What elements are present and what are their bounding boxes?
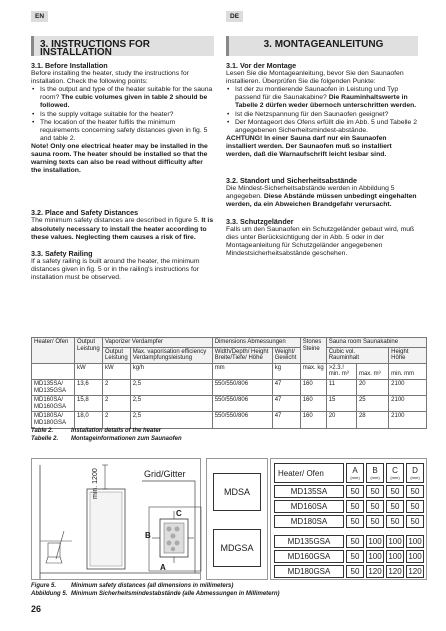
dist-model: MD180GSA xyxy=(274,565,344,578)
dist-val: 100 xyxy=(366,535,384,548)
label-b: B xyxy=(145,531,151,540)
table-row xyxy=(32,396,427,412)
dist-val: 50 xyxy=(386,485,404,498)
dist-val: 100 xyxy=(386,550,404,563)
cell-kgh: 2,5 xyxy=(130,396,212,412)
distances-text xyxy=(226,185,418,209)
dist-val: 120 xyxy=(366,565,384,578)
list-item: • The location of the heater fulfils the minimum requirements concerning safety distances given in fig. 5 and table 2. xyxy=(31,119,214,143)
caption-line xyxy=(31,436,182,444)
unit-min: min. m³ xyxy=(328,371,349,378)
unit-blank xyxy=(32,363,75,379)
dist-val: 100 xyxy=(406,550,424,563)
note-bold: Note! Only one electrical heater may be installed in the sauna room. The heater should be installed so that the warning texts can also be read without difficulty after the installation. xyxy=(31,142,208,175)
cell-stones: 160 xyxy=(300,396,326,412)
cell-weight: 47 xyxy=(272,396,300,412)
cell-height: 2100 xyxy=(389,412,427,428)
unit-kw: kW xyxy=(103,363,131,379)
list-item-bold: Die Rauminhaltswerte in Tabelle 2 dürfen weder übernoch unterschritten werden. xyxy=(235,94,417,110)
cell-kgh: 2,5 xyxy=(130,412,212,428)
section-title: 3. INSTRUCTIONS FOR INSTALLATION xyxy=(31,36,214,56)
dist-model: MD160SA xyxy=(274,500,344,513)
heading-safety-railing: 3.3. Safety Railing xyxy=(31,248,93,258)
th-heater: Heater/ Ofen xyxy=(32,338,75,364)
unit-min-m3 xyxy=(326,363,356,379)
mdgsa-plate: MDGSA xyxy=(213,529,261,567)
distances-text-bold: It is absolutely necessary to install the heater according to these values. Neglecting them causes a risk of fire. xyxy=(31,217,214,241)
unit-kw: kW xyxy=(75,363,103,379)
checklist xyxy=(31,86,214,143)
dist-val: 50 xyxy=(346,565,364,578)
column-german xyxy=(226,36,418,258)
table-row xyxy=(32,379,427,395)
unit-max-m3: max. m³ xyxy=(356,363,388,379)
cell-dims: 550/550/806 xyxy=(212,396,272,412)
label-c: C xyxy=(176,509,182,518)
list-item-text: Is the output and type of the heater suitable for the sauna room? xyxy=(40,86,213,102)
cell-max: 20 xyxy=(356,379,388,395)
cell-kw: 15,8 xyxy=(75,396,103,412)
dist-val: 50 xyxy=(346,500,364,513)
figure-heater-drawing xyxy=(31,458,201,580)
cell-kw: 18,0 xyxy=(75,412,103,428)
heading-before-installation: 3.1. Before Installation xyxy=(31,61,108,70)
cell-max: 25 xyxy=(356,396,388,412)
dist-val: 50 xyxy=(406,485,424,498)
dist-col-label: D xyxy=(412,466,418,475)
dist-val: 100 xyxy=(406,535,424,548)
railing-text: If a safety railing is built around the heater, the minimum distances given in fig. 5 or in the railing's instructions for installation must be observed. xyxy=(31,257,200,281)
list-item: • Ist die Netzspannung für den Saunaofen geeignet? xyxy=(226,111,418,119)
dist-unit: (mm) xyxy=(370,475,380,480)
caption-line xyxy=(31,583,280,591)
dist-val: 50 xyxy=(366,500,384,513)
distance-table xyxy=(270,458,427,580)
list-item-text: Ist der zu montierende Saunaofen in Leistung und Typ passend für die Saunakabine? xyxy=(235,86,399,102)
list-item xyxy=(226,86,418,110)
dist-model: MD135SA xyxy=(274,485,344,498)
th-wdh: Width/Depth/ Height Breite/Tiefe/ Höhe xyxy=(212,347,272,363)
dist-col-label: A xyxy=(352,466,358,475)
th-sauna-room: Sauna room Saunakabine xyxy=(326,338,426,348)
dist-val: 50 xyxy=(406,500,424,513)
cell-dims: 550/550/806 xyxy=(212,412,272,428)
checklist xyxy=(226,86,418,135)
cell-height: 2100 xyxy=(389,379,427,395)
unit-kg: kg xyxy=(272,363,300,379)
cell-model: MD135SA/ MD135GSA xyxy=(32,379,75,395)
distances-text-plain: The minimum safety distances are described in figure 5. xyxy=(31,217,202,225)
cell-stones: 160 xyxy=(300,412,326,428)
dist-unit: (mm) xyxy=(390,475,400,480)
heading-vor-der-montage: 3.1. Vor der Montage xyxy=(226,61,297,70)
dist-header-c xyxy=(386,463,404,483)
dist-header-b xyxy=(366,463,384,483)
dist-val: 100 xyxy=(366,550,384,563)
dist-model: MD160GSA xyxy=(274,550,344,563)
cell-vap-kw: 2 xyxy=(103,396,131,412)
unit-note: >2.3.! xyxy=(328,364,344,371)
cell-kw: 13,6 xyxy=(75,379,103,395)
cell-min: 15 xyxy=(326,396,356,412)
dist-col-label: B xyxy=(372,466,378,475)
caption-key: Figure 5. xyxy=(31,583,57,589)
unit-max-kg: max. kg xyxy=(300,363,326,379)
dist-val: 120 xyxy=(406,565,424,578)
grid-label: Grid/Gitter xyxy=(144,469,186,479)
intro-text: Lesen Sie die Montageanleitung, bevor Sie den Saunaofen installieren. Überprüfen Sie die folgenden Punkte: xyxy=(226,70,404,86)
lang-tab-de: DE xyxy=(226,11,243,22)
list-item xyxy=(31,86,214,110)
lang-tab-en: EN xyxy=(31,11,48,22)
cell-min: 20 xyxy=(326,412,356,428)
caption-line xyxy=(31,591,280,599)
dist-val: 50 xyxy=(406,515,424,528)
heading-place-distances: 3.2. Place and Safety Distances xyxy=(31,208,139,218)
note-text xyxy=(31,143,214,175)
list-item: • Is the supply voltage suitable for the heater? xyxy=(31,111,214,119)
unit-kgh: kg/h xyxy=(130,363,212,379)
dist-unit: (mm) xyxy=(350,475,360,480)
list-item: • Der Montageort des Ofens erfüllt die im Abb. 5 und Tabelle 2 angegebenen Sicherheitsmindest-abstände. xyxy=(226,119,418,135)
mdsa-plate: MDSA xyxy=(213,473,261,511)
th-vap-output: Output Leistung xyxy=(103,347,131,363)
dist-unit: (mm) xyxy=(410,475,420,480)
distances-text xyxy=(31,217,214,241)
dist-val: 50 xyxy=(386,515,404,528)
label-a: A xyxy=(160,563,166,572)
th-weight: Weight/ Gewicht xyxy=(272,347,300,363)
th-cubic: Cubic vol. Rauminhalt xyxy=(326,347,388,363)
unit-min-mm: min. mm xyxy=(389,363,427,379)
dist-model: MD135GSA xyxy=(274,535,344,548)
note-text xyxy=(226,135,418,159)
th-height: Height Höhe xyxy=(389,347,427,363)
cell-dims: 550/550/806 xyxy=(212,379,272,395)
cell-max: 28 xyxy=(356,412,388,428)
dist-header-d xyxy=(406,463,424,483)
cell-model: MD160SA/ MD160GSA xyxy=(32,396,75,412)
caption-key: Abbildung 5. xyxy=(31,590,68,597)
dist-model: MD180SA xyxy=(274,515,344,528)
th-vaporizer: Vaporizer Verdampfer xyxy=(103,338,213,348)
dist-val: 50 xyxy=(346,485,364,498)
cell-weight: 47 xyxy=(272,379,300,395)
heading-standort: 3.2. Standort und Sicherheitsabstände xyxy=(226,176,357,186)
cell-height: 2100 xyxy=(389,396,427,412)
list-item-bold: The cubic volumes given in table 2 should be followed. xyxy=(40,94,208,110)
dist-val: 50 xyxy=(346,535,364,548)
dist-val: 50 xyxy=(346,550,364,563)
caption-text: Minimum Sicherheitsmindestabstände (alle Abmessungen in Millimetern) xyxy=(71,590,280,597)
table-caption xyxy=(31,428,182,443)
caption-text: Minimum safety distances (all dimensions in millimeters) xyxy=(71,583,234,589)
figure-caption xyxy=(31,583,280,598)
dist-header-a xyxy=(346,463,364,483)
dist-val: 50 xyxy=(366,515,384,528)
note-bold: ACHTUNG! In einer Sauna darf nur ein Saunaofen installiert werden. Der Saunaofen muß so installiert werden, daß die Warnaufschrift leicht lesbar sind. xyxy=(226,134,392,159)
distances-text-plain: Die Mindest-Sicherheitsabstände werden in Abbildung 5 angegeben. xyxy=(226,185,395,201)
dist-val: 50 xyxy=(346,515,364,528)
caption-text: Installation details of the heater xyxy=(71,428,162,434)
caption-text: Montageinformationen zum Saunaofen xyxy=(71,435,182,442)
min-height-label: min. 1200 xyxy=(92,468,99,499)
cell-vap-kw: 2 xyxy=(103,379,131,395)
section-title: 3. MONTAGEANLEITUNG xyxy=(226,36,418,56)
table-row xyxy=(32,412,427,428)
dist-val: 50 xyxy=(366,485,384,498)
dist-val: 100 xyxy=(386,535,404,548)
caption-line xyxy=(31,428,182,436)
dist-val: 50 xyxy=(386,500,404,513)
heading-schutzgelaender: 3.3. Schutzgeländer xyxy=(226,216,294,226)
intro-text: Before installing the heater, study the instructions for installation. Check the following points: xyxy=(31,70,189,86)
caption-key: Table 2. xyxy=(31,428,54,434)
column-english xyxy=(31,36,214,282)
cell-min: 11 xyxy=(326,379,356,395)
dist-val: 120 xyxy=(386,565,404,578)
page-number: 26 xyxy=(31,604,42,614)
th-stones: Stones Steine xyxy=(300,338,326,364)
cell-weight: 47 xyxy=(272,412,300,428)
th-dimensions: Dimensions Abmessungen xyxy=(212,338,300,348)
unit-mm: mm xyxy=(212,363,272,379)
railing-text: Falls um den Saunaofen ein Schutzgeländer gebaut wird, muß dies unter Berücksichtigung der in Abb. 5 oder in der Montageanleitung für Schutzgeländer angegebenen Mindestsicherheitsabstände geschehen. xyxy=(226,225,415,257)
cell-stones: 160 xyxy=(300,379,326,395)
dist-col-label: C xyxy=(392,466,398,475)
figure-model-plates xyxy=(206,458,268,580)
cell-kgh: 2,5 xyxy=(130,379,212,395)
caption-key: Tabelle 2. xyxy=(31,435,59,442)
th-output: Output Leistung xyxy=(75,338,103,364)
th-vap-efficiency: Max. vaporisation efficiency Verdampfungsleistung xyxy=(130,347,212,363)
cell-model: MD180SA/ MD180GSA xyxy=(32,412,75,428)
cell-vap-kw: 2 xyxy=(103,412,131,428)
installation-details-table xyxy=(31,337,427,429)
dist-header-heater: Heater/ Ofen xyxy=(274,463,344,483)
distances-text-bold: Diese Abstände müssen unbedingt eingehalten werden, da ein Abweichen Brandgefahr verursacht. xyxy=(226,193,417,209)
